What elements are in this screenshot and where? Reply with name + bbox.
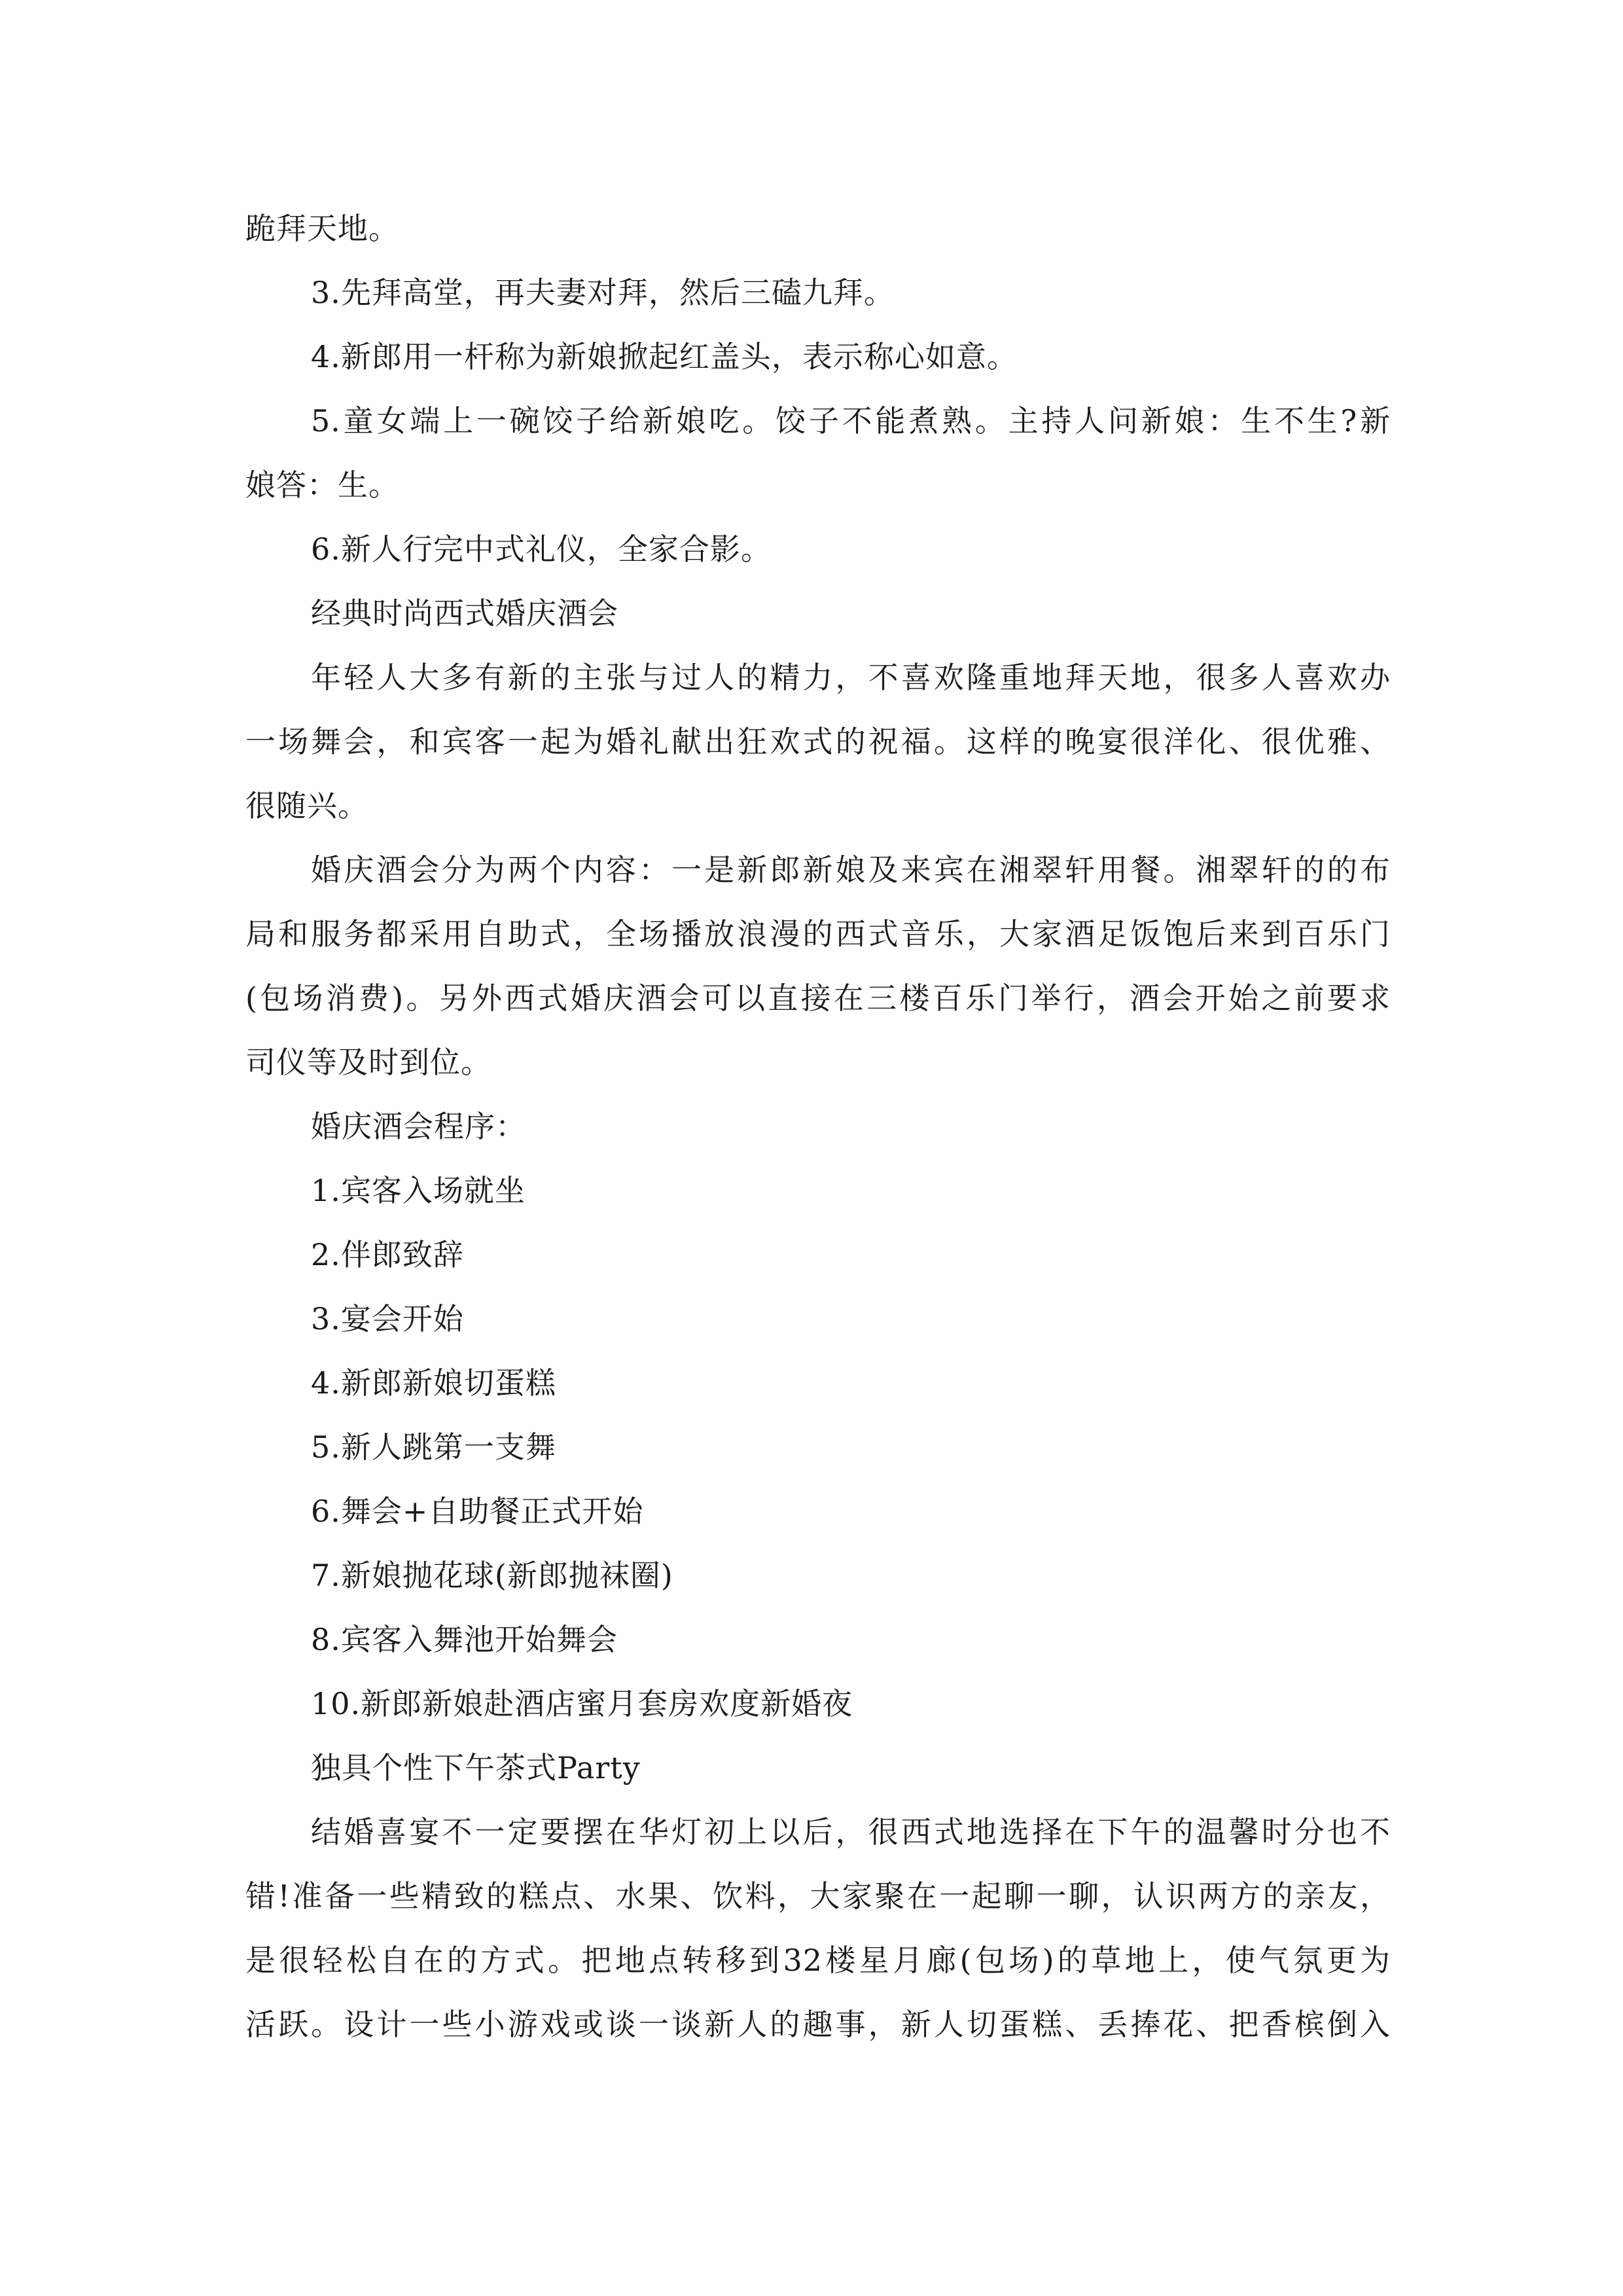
text-line: 错!准备一些精致的糕点、水果、饮料，大家聚在一起聊一聊，认识两方的亲友， (245, 1878, 1391, 1914)
document-page (245, 196, 1391, 2056)
section-heading: 经典时尚西式婚庆酒会 (311, 596, 618, 631)
text-line: 一场舞会，和宾客一起为婚礼献出狂欢式的祝福。这样的晚宴很洋化、很优雅、 (245, 724, 1391, 759)
list-item: 3.宴会开始 (311, 1301, 464, 1336)
text-line: (包场消费)。另外西式婚庆酒会可以直接在三楼百乐门举行，酒会开始之前要求 (245, 980, 1391, 1016)
text-line: 司仪等及时到位。 (245, 1045, 491, 1080)
text-line: 跪拜天地。 (245, 211, 399, 246)
list-item (245, 389, 1391, 517)
list-item: 6.舞会+自助餐正式开始 (311, 1494, 644, 1529)
paragraph (245, 1800, 1391, 2056)
list-item: 8.宾客入舞池开始舞会 (311, 1622, 618, 1657)
list-item: 5.新人跳第一支舞 (311, 1429, 556, 1465)
list-item: 7.新娘抛花球(新郎抛袜圈) (311, 1558, 673, 1593)
list-item: 10.新郎新娘赴酒店蜜月套房欢度新婚夜 (311, 1686, 853, 1721)
list-item: 6.新人行完中式礼仪，全家合影。 (311, 531, 772, 567)
section-heading: 婚庆酒会程序： (311, 1109, 526, 1144)
text-line: 婚庆酒会分为两个内容：一是新郎新娘及来宾在湘翠轩用餐。湘翠轩的的布 (311, 852, 1391, 888)
text-line: 活跃。设计一些小游戏或谈一谈新人的趣事，新人切蛋糕、丢捧花、把香槟倒入 (245, 2007, 1391, 2042)
list-item: 4.新郎用一杆称为新娘掀起红盖头，表示称心如意。 (311, 339, 1018, 374)
text-line: 娘答：生。 (245, 467, 399, 503)
text-line: 局和服务都采用自助式，全场播放浪漫的西式音乐，大家酒足饭饱后来到百乐门 (245, 916, 1391, 952)
paragraph (245, 645, 1391, 838)
list-item: 4.新郎新娘切蛋糕 (311, 1365, 556, 1401)
list-item: 2.伴郎致辞 (311, 1237, 464, 1272)
text-line: 年轻人大多有新的主张与过人的精力，不喜欢隆重地拜天地，很多人喜欢办 (311, 660, 1391, 695)
text-line: 结婚喜宴不一定要摆在华灯初上以后，很西式地选择在下午的温馨时分也不 (311, 1814, 1391, 1850)
text-line: 5.童女端上一碗饺子给新娘吃。饺子不能煮熟。主持人问新娘：生不生?新 (311, 403, 1391, 439)
text-line: 很随兴。 (245, 788, 368, 823)
list-item: 1.宾客入场就坐 (311, 1173, 526, 1208)
text-line: 是很轻松自在的方式。把地点转移到32楼星月廊(包场)的草地上，使气氛更为 (245, 1943, 1391, 1978)
section-heading: 独具个性下午茶式Party (311, 1750, 641, 1785)
list-item: 3.先拜高堂，再夫妻对拜，然后三磕九拜。 (311, 275, 895, 310)
paragraph (245, 838, 1391, 1094)
